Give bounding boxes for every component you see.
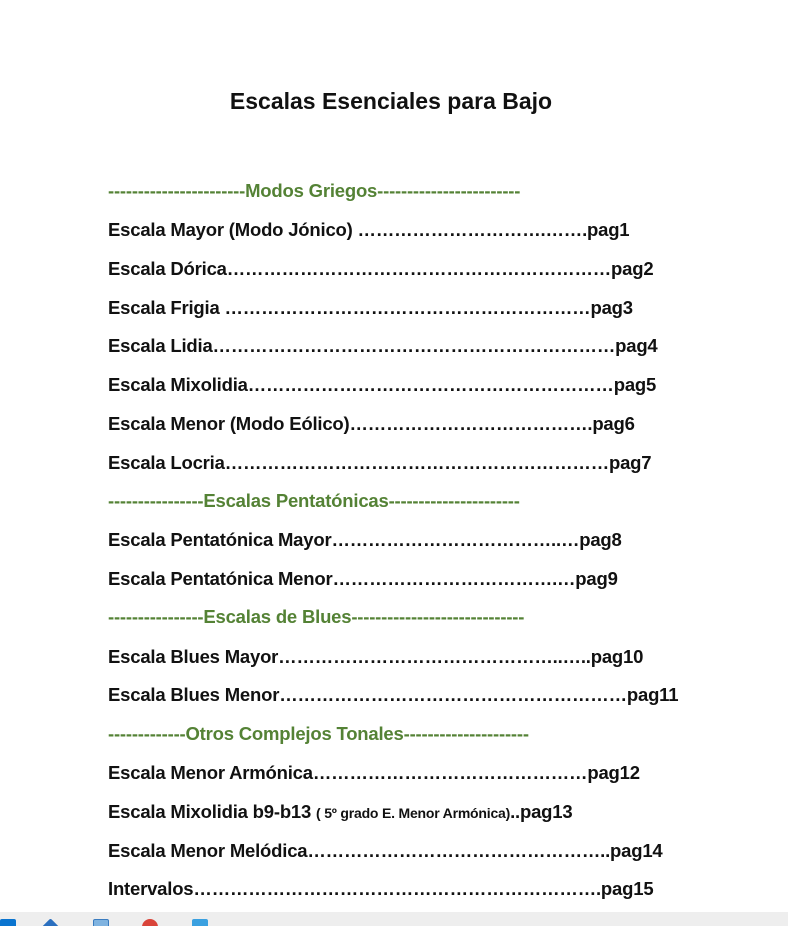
taskbar	[0, 912, 788, 926]
toc-entry-pentatonica-menor: Escala Pentatónica Menor……………………………….…pag9	[108, 568, 618, 589]
toc-entry-blues-mayor: Escala Blues Mayor………………………………………..…..pag10	[108, 646, 644, 667]
toc-entry-intervalos: Intervalos………………………………………………………….pag15	[108, 878, 654, 899]
browser-icon[interactable]	[142, 919, 158, 926]
section-heading-pentatonicas: ----------------Escalas Pentatónicas----------------------	[108, 490, 520, 511]
section-heading-otros-complejos: -------------Otros Complejos Tonales---------------------	[108, 723, 529, 744]
windows-icon[interactable]	[0, 919, 16, 926]
toc-entry-mixolidia-page: ..pag13	[510, 801, 573, 822]
file-icon[interactable]	[93, 919, 109, 926]
toc-entry-escala-mixolidia: Escala Mixolidia……………………………………………………pag5	[108, 374, 657, 395]
network-icon[interactable]	[41, 918, 59, 926]
toc-entry-escala-menor: Escala Menor (Modo Eólico)………………………………….pag6	[108, 413, 635, 434]
toc-entry-menor-armonica: Escala Menor Armónica………………………………………pag12	[108, 762, 640, 783]
toc-entry-escala-mayor: Escala Mayor (Modo Jónico) ………………………….…….pag1	[108, 219, 630, 240]
toc-entry-escala-frigia: Escala Frigia ……………………………………………………pag3	[108, 297, 633, 318]
toc-entry-menor-melodica: Escala Menor Melódica…………………………………………..pag14	[108, 840, 663, 861]
toc-entry-pentatonica-mayor: Escala Pentatónica Mayor………………………………..…pag8	[108, 529, 622, 550]
app-icon[interactable]	[192, 919, 208, 926]
toc-entry-mixolidia-b9-b13	[108, 801, 572, 823]
toc-entry-escala-lidia: Escala Lidia…………………………………………………………pag4	[108, 335, 658, 356]
toc-entry-blues-menor: Escala Blues Menor…………………………………………………pag11	[108, 684, 679, 705]
section-heading-modos-griegos: -----------------------Modos Griegos------------------------	[108, 180, 521, 201]
toc-entry-escala-dorica: Escala Dórica………………………………………………………pag2	[108, 258, 654, 279]
document-title: Escalas Esenciales para Bajo	[229, 88, 553, 114]
toc-entry-mixolidia-note: ( 5º grado E. Menor Armónica)	[316, 805, 511, 821]
toc-entry-mixolidia-main: Escala Mixolidia b9-b13	[108, 801, 317, 822]
toc-entry-escala-locria: Escala Locria………………………………………………………pag7	[108, 452, 652, 473]
section-heading-blues: ----------------Escalas de Blues-----------------------------	[108, 606, 525, 627]
